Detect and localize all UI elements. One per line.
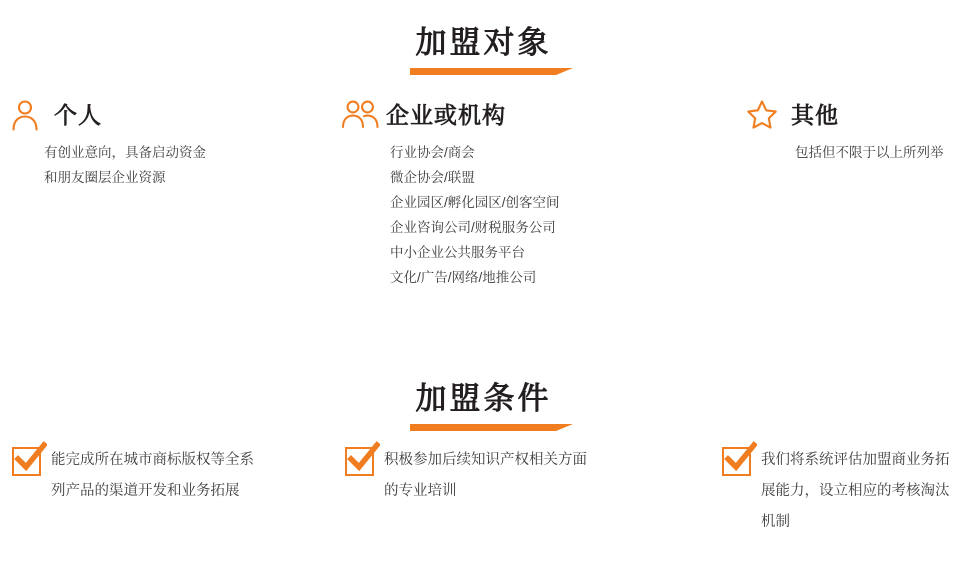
- group-icon: [340, 98, 374, 132]
- list-item: 企业咨询公司/财税服务公司: [390, 220, 556, 235]
- target-column-person-title: 个人: [54, 101, 102, 128]
- checkbox-checked-icon: [12, 447, 41, 476]
- checkbox-checked-icon: [345, 447, 374, 476]
- join-targets-title-wrap: [0, 26, 967, 66]
- list-item: 微企协会/联盟: [390, 170, 475, 185]
- target-column-other-title: 其他: [791, 101, 839, 128]
- target-column-enterprise-title: 企业或机构: [386, 101, 506, 128]
- join-targets-title-text: 加盟对象: [415, 25, 552, 60]
- title-underline: [410, 68, 556, 75]
- list-item: 文化/广告/网络/地推公司: [390, 270, 537, 285]
- target-column-person: [8, 98, 206, 190]
- list-item: 和朋友圈层企业资源: [44, 170, 166, 185]
- list-item: 行业协会/商会: [390, 145, 475, 160]
- condition-text: 能完成所在城市商标版权等全系列产品的渠道开发和业务拓展: [51, 452, 254, 499]
- target-column-person-head: [8, 98, 206, 132]
- target-column-other-head: [745, 98, 944, 132]
- target-column-enterprise-list: [390, 140, 560, 290]
- star-icon: [745, 98, 779, 132]
- title-underline: [410, 424, 556, 431]
- person-icon: [8, 98, 42, 132]
- condition-text: 我们将系统评估加盟商业务拓展能力，设立相应的考核淘汰机制: [761, 452, 950, 530]
- list-item: 企业园区/孵化园区/创客空间: [390, 195, 560, 210]
- target-column-other: [745, 98, 944, 165]
- page-title: [416, 26, 552, 66]
- condition-item-3: [722, 445, 962, 538]
- checkbox-checked-icon: [722, 447, 751, 476]
- list-item: 中小企业公共服务平台: [390, 245, 525, 260]
- target-column-enterprise: [340, 98, 560, 290]
- condition-item-1: [12, 445, 272, 507]
- list-item: 包括但不限于以上所列举: [795, 145, 944, 160]
- target-column-enterprise-head: [340, 98, 560, 132]
- join-conditions-title-wrap: [0, 382, 967, 422]
- target-column-other-list: [795, 140, 944, 165]
- section-title: [416, 382, 552, 422]
- list-item: 有创业意向，具备启动资金: [44, 145, 206, 160]
- target-column-person-list: [44, 140, 206, 190]
- condition-item-2: [345, 445, 595, 507]
- condition-text: 积极参加后续知识产权相关方面的专业培训: [384, 452, 587, 499]
- join-conditions-title-text: 加盟条件: [415, 381, 552, 416]
